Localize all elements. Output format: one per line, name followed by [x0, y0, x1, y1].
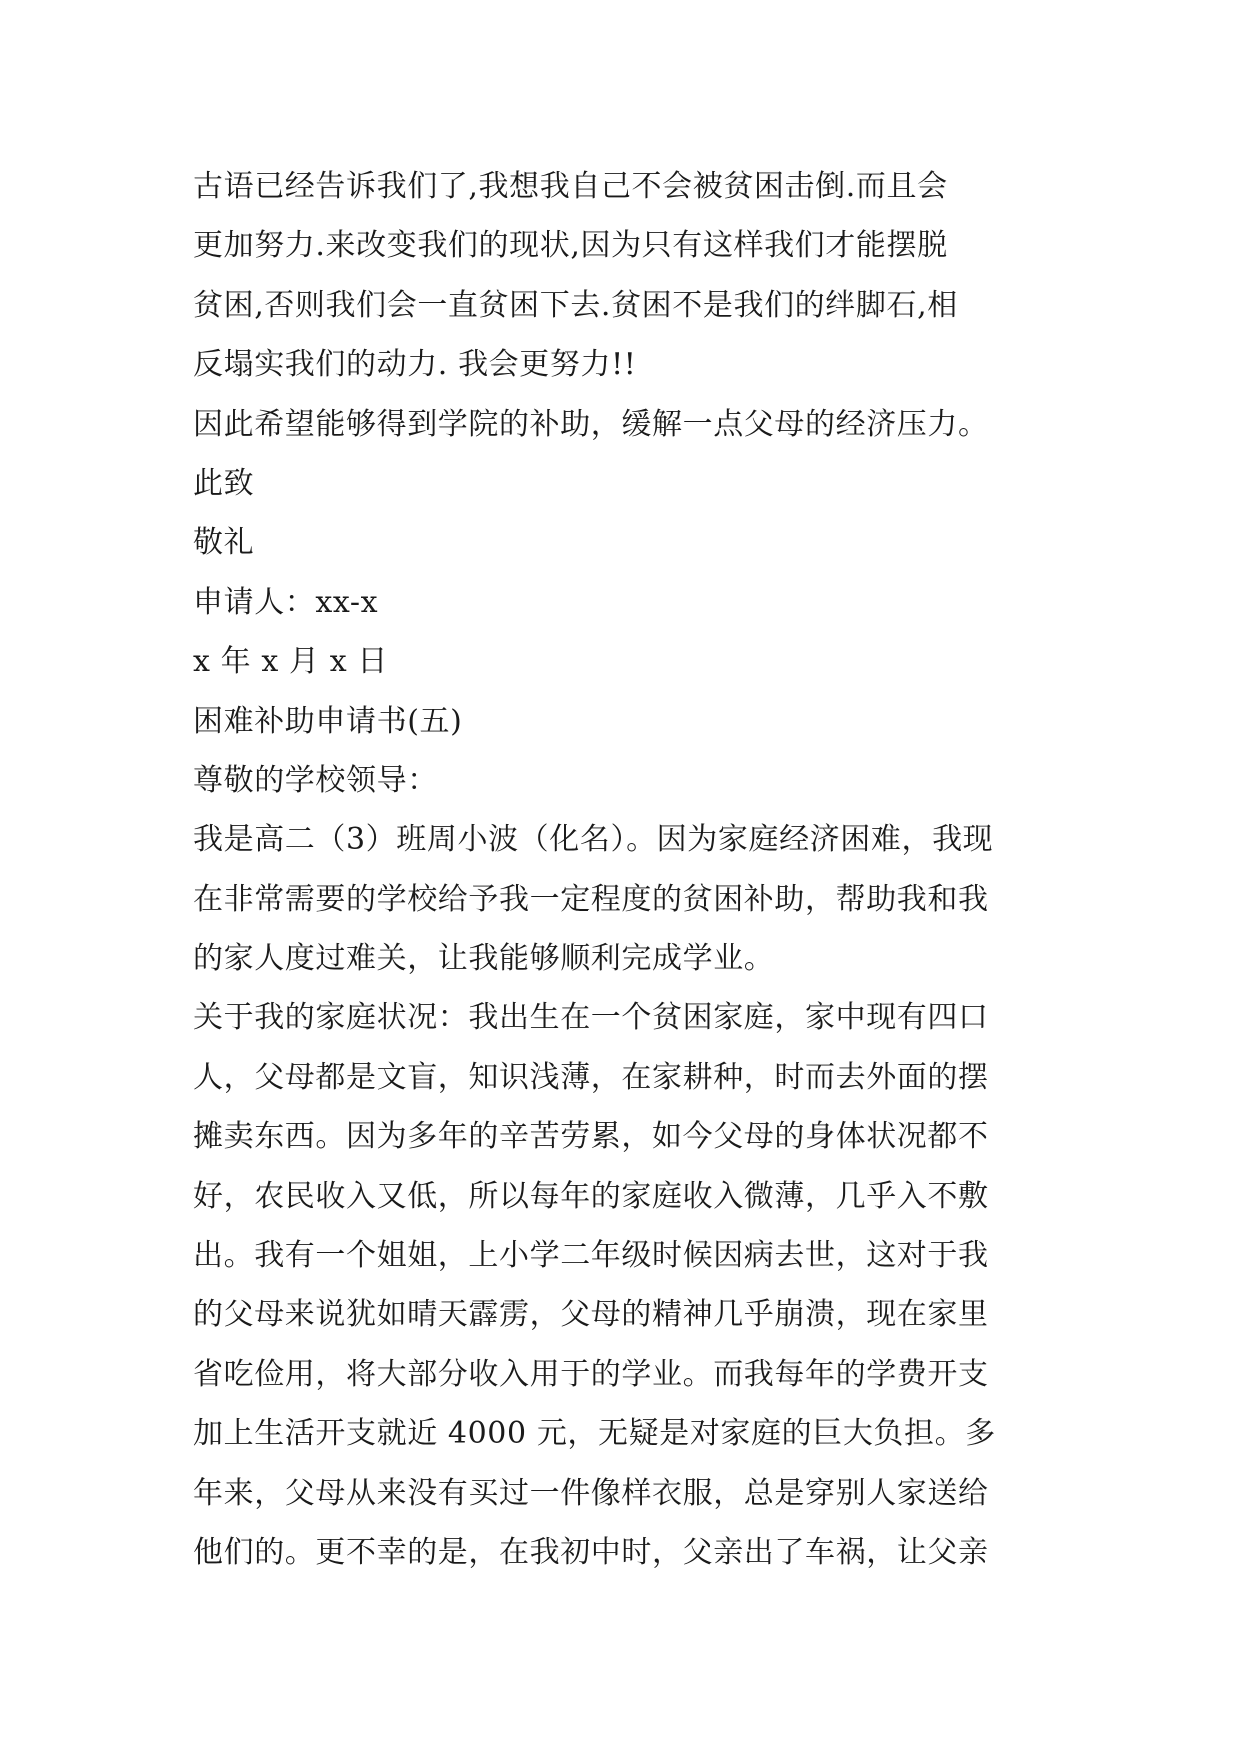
document-body — [193, 157, 1073, 1582]
greeting-line: 尊敬的学校领导： — [193, 762, 438, 798]
text-line: 反塌实我们的动力. 我会更努力!! — [193, 347, 637, 383]
closing-respect: 敬礼 — [193, 525, 255, 561]
text-line: 加上生活开支就近 4000 元，无疑是对家庭的巨大负担。多 — [193, 1416, 996, 1452]
text-line: 更加努力.来改变我们的现状,因为只有这样我们才能摆脱 — [193, 228, 948, 264]
closing-salutation: 此致 — [193, 465, 255, 501]
text-line: 因此希望能够得到学院的补助，缓解一点父母的经济压力。 — [193, 406, 989, 442]
text-line: 人，父母都是文盲，知识浅薄，在家耕种，时而去外面的摆 — [193, 1059, 989, 1095]
text-line: 的父母来说犹如晴天霹雳，父母的精神几乎崩溃，现在家里 — [193, 1297, 989, 1333]
text-line: 好，农民收入又低，所以每年的家庭收入微薄，几乎入不敷 — [193, 1178, 989, 1214]
text-line: 在非常需要的学校给予我一定程度的贫困补助，帮助我和我 — [193, 881, 989, 917]
text-line: 的家人度过难关，让我能够顺利完成学业。 — [193, 941, 775, 977]
text-line: 贫困,否则我们会一直贫困下去.贫困不是我们的绊脚石,相 — [193, 287, 958, 323]
text-line: 省吃俭用，将大部分收入用于的学业。而我每年的学费开支 — [193, 1356, 989, 1392]
applicant-line: 申请人：xx-x — [193, 584, 379, 620]
text-line: 关于我的家庭状况：我出生在一个贫困家庭，家中现有四口 — [193, 1000, 989, 1036]
text-line: 出。我有一个姐姐，上小学二年级时候因病去世，这对于我 — [193, 1238, 989, 1274]
text-line: 我是高二（3）班周小波（化名）。因为家庭经济困难，我现 — [193, 822, 994, 858]
date-line: x 年 x 月 x 日 — [193, 644, 389, 680]
text-line: 他们的。更不幸的是，在我初中时，父亲出了车祸，让父亲 — [193, 1534, 989, 1570]
text-line: 年来，父母从来没有买过一件像样衣服，总是穿别人家送给 — [193, 1475, 989, 1511]
text-line: 古语已经告诉我们了,我想我自己不会被贫困击倒.而且会 — [193, 169, 948, 204]
section-title: 困难补助申请书(五) — [193, 703, 463, 739]
text-line: 摊卖东西。因为多年的辛苦劳累，如今父母的身体状况都不 — [193, 1119, 989, 1155]
